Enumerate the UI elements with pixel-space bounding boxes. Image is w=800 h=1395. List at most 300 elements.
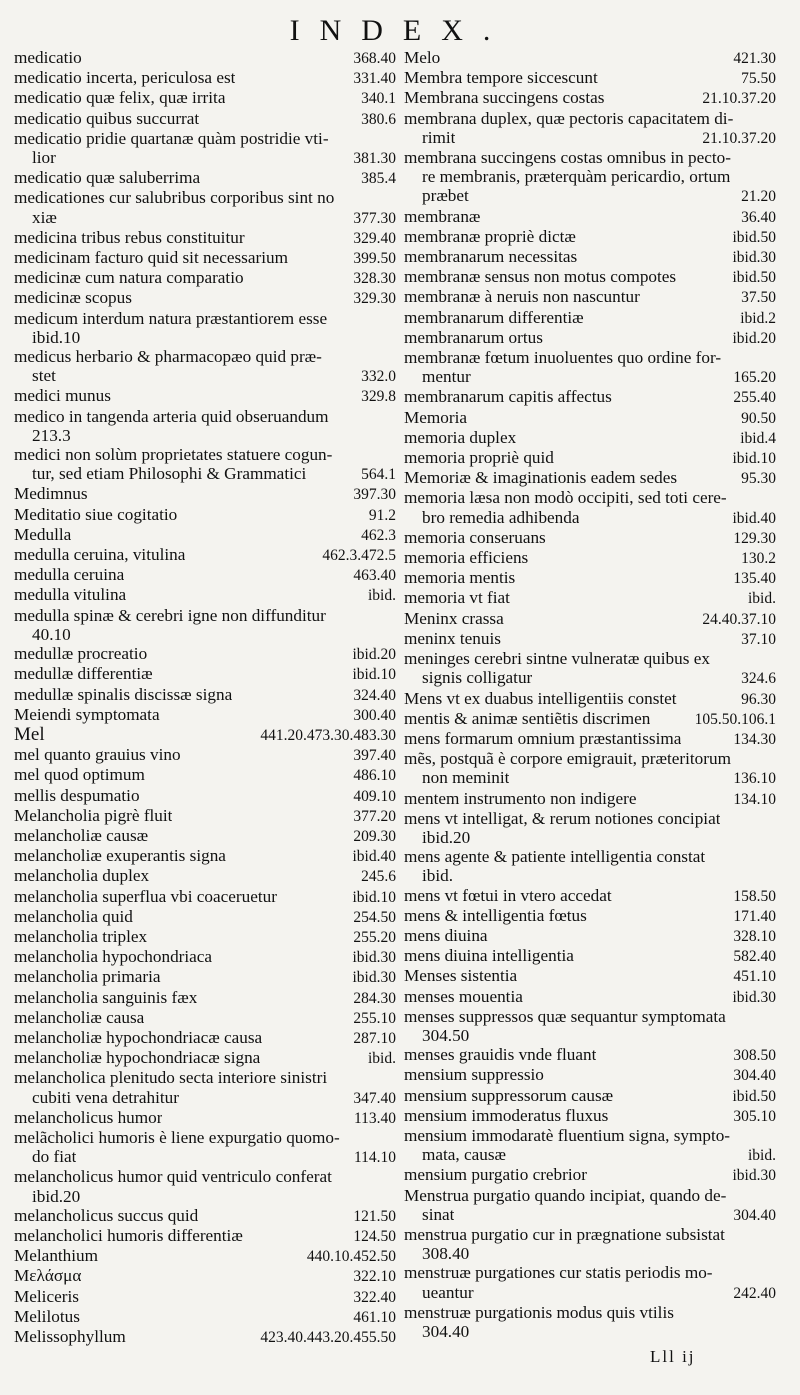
- index-entry: [14, 208, 396, 228]
- entry-term: memoria læsa non modò occipiti, sed toti cere-: [404, 488, 727, 508]
- entry-reference: 451.10: [733, 968, 776, 986]
- index-entry: [14, 1206, 396, 1226]
- entry-term: mentur: [422, 367, 471, 387]
- entry-term: melancholia superflua vbi coaceruetur: [14, 886, 277, 906]
- entry-reference: 461.10: [353, 1308, 396, 1326]
- entry-reference: 328.10: [733, 927, 776, 945]
- entry-term: melancholicus humor quid ventriculo conferat: [14, 1167, 332, 1187]
- entry-reference: 329.40: [353, 229, 396, 247]
- entry-reference: 462.3.472.5: [322, 547, 396, 565]
- entry-term: 213.3: [32, 425, 71, 445]
- index-entry: [14, 826, 396, 846]
- entry-reference: ibid.20: [732, 329, 776, 347]
- entry-term: medicinæ cum natura comparatio: [14, 268, 244, 288]
- index-entry: [14, 565, 396, 585]
- entry-term: mens & intelligentia fœtus: [404, 905, 587, 925]
- entry-term: 304.50: [422, 1025, 470, 1045]
- entry-reference: 440.10.452.50: [306, 1248, 396, 1266]
- entry-term: mentem instrumento non indigere: [404, 788, 637, 808]
- entry-term: cubiti vena detrahitur: [32, 1087, 179, 1107]
- entry-reference: ibid.30: [352, 969, 396, 987]
- entry-reference: 377.30: [353, 209, 396, 227]
- entry-term: memoria vt fiat: [404, 588, 510, 608]
- index-entry: [14, 1327, 396, 1347]
- entry-term: mellis despumatio: [14, 785, 140, 805]
- entry-term: ueantur: [422, 1282, 474, 1302]
- index-entry: [404, 348, 776, 367]
- index-entry: [404, 488, 776, 507]
- index-entry: [404, 287, 776, 307]
- index-entry: [14, 947, 396, 967]
- entry-term: medicatio: [14, 48, 82, 67]
- entry-term: melancholicus humor: [14, 1107, 163, 1127]
- entry-term: 40.10: [32, 624, 71, 644]
- index-entry: [14, 1147, 396, 1167]
- index-entry: [14, 1108, 396, 1128]
- index-entry: [404, 68, 776, 88]
- index-entry: [404, 886, 776, 906]
- entry-term: xiæ: [32, 207, 57, 227]
- index-entry: [14, 1307, 396, 1327]
- entry-term: medici non solùm proprietates statuere cogun-: [14, 445, 333, 465]
- entry-term: Menstrua purgatio quando incipiat, quando de-: [404, 1185, 727, 1205]
- index-entry: [404, 926, 776, 946]
- entry-term: melancholia primaria: [14, 967, 161, 987]
- entry-term: menses mouentia: [404, 986, 523, 1006]
- entry-reference: 21.10.37.20: [702, 90, 776, 108]
- entry-term: membranæ à neruis non nascuntur: [404, 287, 640, 307]
- index-entry: [14, 866, 396, 886]
- entry-term: lior: [32, 148, 56, 168]
- entry-term: Memoriæ & imaginationis eadem sedes: [404, 468, 678, 488]
- entry-reference: 347.40: [353, 1089, 396, 1107]
- entry-term: Menses sistentia: [404, 966, 518, 986]
- index-entry: [14, 129, 396, 148]
- index-entry: [14, 68, 396, 88]
- index-entry: [14, 705, 396, 725]
- entry-reference: 75.50: [741, 70, 776, 88]
- index-entry: [404, 109, 776, 128]
- index-entry: [14, 1266, 396, 1286]
- entry-term: melancholiæ exuperantis signa: [14, 846, 226, 866]
- index-entry: [404, 649, 776, 668]
- entry-reference: 324.6: [741, 670, 776, 688]
- entry-reference: 329.30: [353, 290, 396, 308]
- index-entry: [14, 505, 396, 525]
- index-entry: [404, 148, 776, 167]
- entry-term: Μελάσμα: [14, 1266, 82, 1286]
- entry-term: medicatio quæ saluberrima: [14, 168, 201, 188]
- entry-reference: ibid.: [368, 587, 396, 605]
- entry-reference: 37.10: [741, 630, 776, 648]
- entry-reference: 134.30: [733, 730, 776, 748]
- entry-term: membranarum necessitas: [404, 247, 578, 267]
- entry-term: melancholiæ hypochondriacæ causa: [14, 1027, 263, 1047]
- index-entry: [404, 88, 776, 108]
- entry-reference: 121.50: [353, 1207, 396, 1225]
- index-entry: [404, 267, 776, 287]
- entry-term: Meliceris: [14, 1286, 79, 1306]
- entry-term: præbet: [422, 186, 469, 206]
- entry-term: 304.40: [422, 1322, 470, 1341]
- entry-reference: ibid.10: [352, 666, 396, 684]
- entry-reference: 397.30: [353, 486, 396, 504]
- index-entry: [14, 386, 396, 406]
- entry-reference: ibid.4: [740, 429, 776, 447]
- entry-reference: ibid.2: [740, 309, 776, 327]
- entry-reference: 421.30: [733, 50, 776, 67]
- entry-reference: ibid.30: [352, 949, 396, 967]
- index-column-left: [14, 48, 396, 1347]
- entry-reference: 135.40: [733, 570, 776, 588]
- index-entry: [14, 1246, 396, 1266]
- index-entry: [404, 768, 776, 788]
- entry-term: Meninx crassa: [404, 608, 504, 628]
- entry-term: medicatio pridie quartanæ quàm postridie vti-: [14, 128, 329, 148]
- entry-reference: 380.6: [361, 110, 396, 128]
- index-entry: [404, 847, 776, 866]
- entry-reference: 165.20: [733, 369, 776, 387]
- entry-term: medullæ differentiæ: [14, 664, 153, 684]
- entry-reference: 129.30: [733, 529, 776, 547]
- entry-term: memoria conseruans: [404, 527, 546, 547]
- entry-reference: 397.40: [353, 747, 396, 765]
- index-entry: [14, 644, 396, 664]
- index-entry: [404, 328, 776, 348]
- entry-term: medicationes cur salubribus corporibus sint no: [14, 188, 335, 208]
- entry-term: medicatio quibus succurrat: [14, 108, 200, 128]
- entry-term: medulla ceruina: [14, 565, 125, 585]
- index-entry: [404, 789, 776, 809]
- index-entry: [14, 545, 396, 565]
- entry-term: medulla vitulina: [14, 585, 127, 605]
- entry-term: medulla spinæ & cerebri igne non diffunditur: [14, 605, 326, 625]
- entry-term: menstruæ purgationis modus quis vtilis: [404, 1302, 674, 1322]
- index-entry: [404, 809, 776, 828]
- entry-reference: 486.10: [353, 767, 396, 785]
- entry-term: Medimnus: [14, 484, 88, 504]
- entry-reference: 105.50.106.1: [694, 710, 776, 728]
- index-entry: [404, 1065, 776, 1085]
- index-entry: [14, 109, 396, 129]
- entry-reference: 462.3: [361, 526, 396, 544]
- index-entry: [14, 188, 396, 207]
- entry-reference: 564.1: [361, 466, 396, 484]
- entry-term: membranarum differentiæ: [404, 307, 584, 327]
- entry-reference: 245.6: [361, 868, 396, 886]
- entry-reference: 340.1: [361, 90, 396, 108]
- index-entry: [14, 248, 396, 268]
- entry-term: melancholiæ hypochondriacæ signa: [14, 1048, 261, 1068]
- index-entry: [404, 629, 776, 649]
- entry-term: Melo: [404, 48, 441, 67]
- entry-term: mensium suppressorum causæ: [404, 1085, 614, 1105]
- index-entry: [14, 927, 396, 947]
- index-entry: [14, 445, 396, 464]
- entry-reference: 441.20.473.30.483.30: [260, 726, 396, 744]
- index-entry: [14, 268, 396, 288]
- index-entry: [404, 247, 776, 267]
- entry-term: Mens vt ex duabus intelligentiis constet: [404, 688, 677, 708]
- index-entry: [404, 689, 776, 709]
- entry-reference: 136.10: [733, 770, 776, 788]
- entry-term: Melissophyllum: [14, 1327, 126, 1346]
- entry-reference: ibid.30: [732, 988, 776, 1006]
- index-entry: [14, 606, 396, 625]
- index-entry: [14, 168, 396, 188]
- entry-term: ibid.: [422, 866, 454, 886]
- entry-term: medullæ procreatio: [14, 644, 148, 664]
- index-entry: [404, 1165, 776, 1185]
- entry-term: Membrana succingens costas: [404, 88, 605, 108]
- index-entry: [404, 966, 776, 986]
- index-entry: [14, 988, 396, 1008]
- index-entry: [14, 309, 396, 328]
- signature-mark: Lll ij: [650, 1347, 696, 1366]
- index-entry: [404, 448, 776, 468]
- entry-term: stet: [32, 366, 56, 386]
- entry-term: medico in tangenda arteria quid obseruandum: [14, 406, 329, 426]
- entry-term: ibid.20: [422, 827, 471, 847]
- index-entry: [404, 866, 776, 885]
- index-entry: [14, 407, 396, 426]
- entry-term: medullæ spinalis discissæ signa: [14, 684, 233, 704]
- entry-term: melancholiæ causæ: [14, 825, 149, 845]
- entry-term: mens vt intelligat, & rerum notiones concipiat: [404, 808, 721, 828]
- entry-term: Membra tempore siccescunt: [404, 68, 598, 88]
- entry-reference: 21.10.37.20: [702, 129, 776, 147]
- entry-term: melãcholici humoris è liene expurgatio quomo-: [14, 1127, 340, 1147]
- index-column-right: [404, 48, 776, 1341]
- index-entry: [404, 468, 776, 488]
- entry-reference: 287.10: [353, 1029, 396, 1047]
- index-entry: [404, 1225, 776, 1244]
- entry-term: bro remedia adhibenda: [422, 507, 580, 527]
- entry-term: mel quod optimum: [14, 765, 145, 785]
- entry-reference: 324.40: [353, 686, 396, 704]
- index-entry: [404, 668, 776, 688]
- entry-reference: 304.40: [733, 1206, 776, 1224]
- entry-term: Medulla: [14, 524, 72, 544]
- entry-reference: 329.8: [361, 388, 396, 406]
- index-entry: [14, 347, 396, 366]
- index-entry: [14, 228, 396, 248]
- index-entry: [14, 664, 396, 684]
- entry-term: medicinæ scopus: [14, 288, 132, 308]
- entry-reference: 582.40: [733, 948, 776, 966]
- entry-reference: 242.40: [733, 1284, 776, 1302]
- entry-term: melancholia quid: [14, 906, 133, 926]
- entry-term: menstruæ purgationes cur statis periodis mo-: [404, 1263, 713, 1283]
- entry-reference: 304.40: [733, 1067, 776, 1085]
- index-entry: [14, 887, 396, 907]
- entry-term: mensium immoderatus fluxus: [404, 1105, 609, 1125]
- index-entry: [404, 1283, 776, 1303]
- entry-term: mensium suppressio: [404, 1065, 544, 1085]
- entry-term: membranæ sensus non motus compotes: [404, 267, 677, 287]
- entry-term: mẽs, postquã è corpore emigrauit, præteritorum: [404, 749, 731, 769]
- index-entry: [14, 1187, 396, 1206]
- entry-reference: 158.50: [733, 887, 776, 905]
- entry-reference: 305.10: [733, 1107, 776, 1125]
- entry-term: medicatio quæ felix, quæ irrita: [14, 88, 226, 108]
- entry-term: melancholia sanguinis fæx: [14, 987, 198, 1007]
- index-entry: [14, 1226, 396, 1246]
- index-entry: [14, 585, 396, 605]
- index-entry: [14, 1048, 396, 1068]
- entry-reference: 90.50: [741, 409, 776, 427]
- entry-term: membrana duplex, quæ pectoris capacitatem di-: [404, 108, 734, 128]
- index-entry: [404, 387, 776, 407]
- entry-reference: 209.30: [353, 827, 396, 845]
- index-entry: [14, 328, 396, 347]
- index-entry: [14, 625, 396, 644]
- entry-term: mensium purgatio crebrior: [404, 1165, 587, 1185]
- entry-reference: 130.2: [741, 550, 776, 568]
- entry-reference: ibid.: [748, 1147, 776, 1165]
- entry-term: sinat: [422, 1204, 455, 1224]
- entry-term: ibid.20: [32, 1186, 81, 1206]
- entry-term: do fiat: [32, 1147, 77, 1167]
- index-entry: [404, 367, 776, 387]
- index-entry: [14, 48, 396, 68]
- index-entry: [14, 1128, 396, 1147]
- entry-reference: 284.30: [353, 989, 396, 1007]
- entry-reference: 368.40: [353, 50, 396, 67]
- entry-term: Meditatio siue cogitatio: [14, 504, 178, 524]
- entry-term: medicatio incerta, periculosa est: [14, 68, 236, 88]
- entry-reference: 332.0: [361, 368, 396, 386]
- index-entry: [14, 786, 396, 806]
- entry-reference: ibid.: [748, 590, 776, 608]
- entry-term: membranarum ortus: [404, 327, 543, 347]
- index-entry: [404, 1205, 776, 1225]
- index-entry: [404, 308, 776, 328]
- entry-term: menses grauidis vnde fluant: [404, 1045, 597, 1065]
- index-entry: [14, 1088, 396, 1108]
- page-title: INDEX.: [289, 14, 511, 47]
- entry-term: menstrua purgatio cur in prægnatione subsistat: [404, 1224, 725, 1244]
- entry-reference: ibid.50: [732, 228, 776, 246]
- index-entry: [404, 1322, 776, 1341]
- index-entry: [14, 525, 396, 545]
- entry-term: memoria duplex: [404, 427, 517, 447]
- entry-term: mens agente & patiente intelligentia constat: [404, 847, 706, 867]
- index-entry: [14, 1008, 396, 1028]
- index-entry: [14, 745, 396, 765]
- index-entry: [14, 907, 396, 927]
- entry-reference: 254.50: [353, 908, 396, 926]
- entry-term: mens vt fœtui in vtero accedat: [404, 885, 612, 905]
- index-entry: [404, 1244, 776, 1263]
- index-entry: [14, 366, 396, 386]
- entry-reference: 255.10: [353, 1009, 396, 1027]
- entry-term: memoria efficiens: [404, 548, 529, 568]
- index-entry: [404, 709, 776, 729]
- entry-reference: 300.40: [353, 706, 396, 724]
- index-entry: [14, 88, 396, 108]
- index-entry: [404, 1126, 776, 1145]
- index-entry: [14, 806, 396, 826]
- entry-reference: 409.10: [353, 787, 396, 805]
- entry-term: menses suppressos quæ sequantur symptomata: [404, 1006, 726, 1026]
- index-entry: [404, 1145, 776, 1165]
- index-entry: [404, 946, 776, 966]
- entry-term: membrana succingens costas omnibus in pecto-: [404, 148, 731, 168]
- entry-reference: 308.50: [733, 1047, 776, 1065]
- index-entry: [14, 464, 396, 484]
- entry-reference: 322.40: [353, 1288, 396, 1306]
- entry-reference: 37.50: [741, 289, 776, 307]
- entry-reference: 91.2: [368, 506, 396, 524]
- entry-term: Melilotus: [14, 1306, 80, 1326]
- entry-reference: 255.40: [733, 389, 776, 407]
- index-entry: [14, 148, 396, 168]
- entry-reference: ibid.50: [732, 1087, 776, 1105]
- entry-term: medicinam facturo quid sit necessarium: [14, 248, 288, 268]
- entry-reference: 322.10: [353, 1268, 396, 1286]
- index-entry: [404, 749, 776, 768]
- index-entry: [14, 1287, 396, 1307]
- entry-term: Melanthium: [14, 1246, 99, 1266]
- entry-reference: 113.40: [353, 1109, 396, 1127]
- index-entry: [404, 1186, 776, 1205]
- index-entry: [14, 1167, 396, 1186]
- entry-term: medici munus: [14, 386, 111, 406]
- entry-reference: ibid.10: [352, 888, 396, 906]
- entry-term: medicus herbario & pharmacopæo quid præ-: [14, 347, 322, 367]
- entry-reference: 255.20: [353, 928, 396, 946]
- entry-reference: ibid.50: [732, 269, 776, 287]
- entry-reference: 134.10: [733, 790, 776, 808]
- entry-term: ibid.10: [32, 327, 81, 347]
- entry-reference: 331.40: [353, 70, 396, 88]
- index-entry: [404, 906, 776, 926]
- entry-reference: 381.30: [353, 150, 396, 168]
- entry-reference: ibid.30: [732, 1167, 776, 1185]
- index-entry: [14, 288, 396, 308]
- entry-term: membranæ fœtum inuoluentes quo ordine for-: [404, 348, 722, 368]
- entry-reference: ibid.10: [732, 450, 776, 468]
- index-entry: [14, 765, 396, 785]
- entry-reference: 171.40: [733, 907, 776, 925]
- index-entry: [404, 1026, 776, 1045]
- entry-term: memoria mentis: [404, 568, 516, 588]
- entry-term: signis colligatur: [422, 668, 533, 688]
- entry-term: medulla ceruina, vitulina: [14, 545, 186, 565]
- entry-term: melancholicus succus quid: [14, 1205, 199, 1225]
- entry-term: meninx tenuis: [404, 628, 501, 648]
- entry-term: melancholica plenitudo secta interiore sinistri: [14, 1068, 328, 1088]
- index-entry: [14, 484, 396, 504]
- index-entry: [404, 207, 776, 227]
- entry-term: melancholia duplex: [14, 866, 150, 886]
- index-entry: [404, 428, 776, 448]
- index-entry: [404, 227, 776, 247]
- index-entry: [14, 685, 396, 705]
- index-entry: [404, 186, 776, 206]
- entry-term: melancholia triplex: [14, 926, 148, 946]
- entry-reference: 385.4: [361, 170, 396, 188]
- entry-reference: 377.20: [353, 807, 396, 825]
- index-entry: [404, 167, 776, 186]
- entry-term: mentis & animæ sentiẽtis discrimen: [404, 708, 651, 728]
- entry-term: medicum interdum natura præstantiorem esse: [14, 308, 328, 328]
- entry-reference: ibid.20: [352, 646, 396, 664]
- index-entry: [404, 508, 776, 528]
- entry-term: mensium immodaratè fluentium signa, sympto-: [404, 1125, 731, 1145]
- index-entry: [404, 1106, 776, 1126]
